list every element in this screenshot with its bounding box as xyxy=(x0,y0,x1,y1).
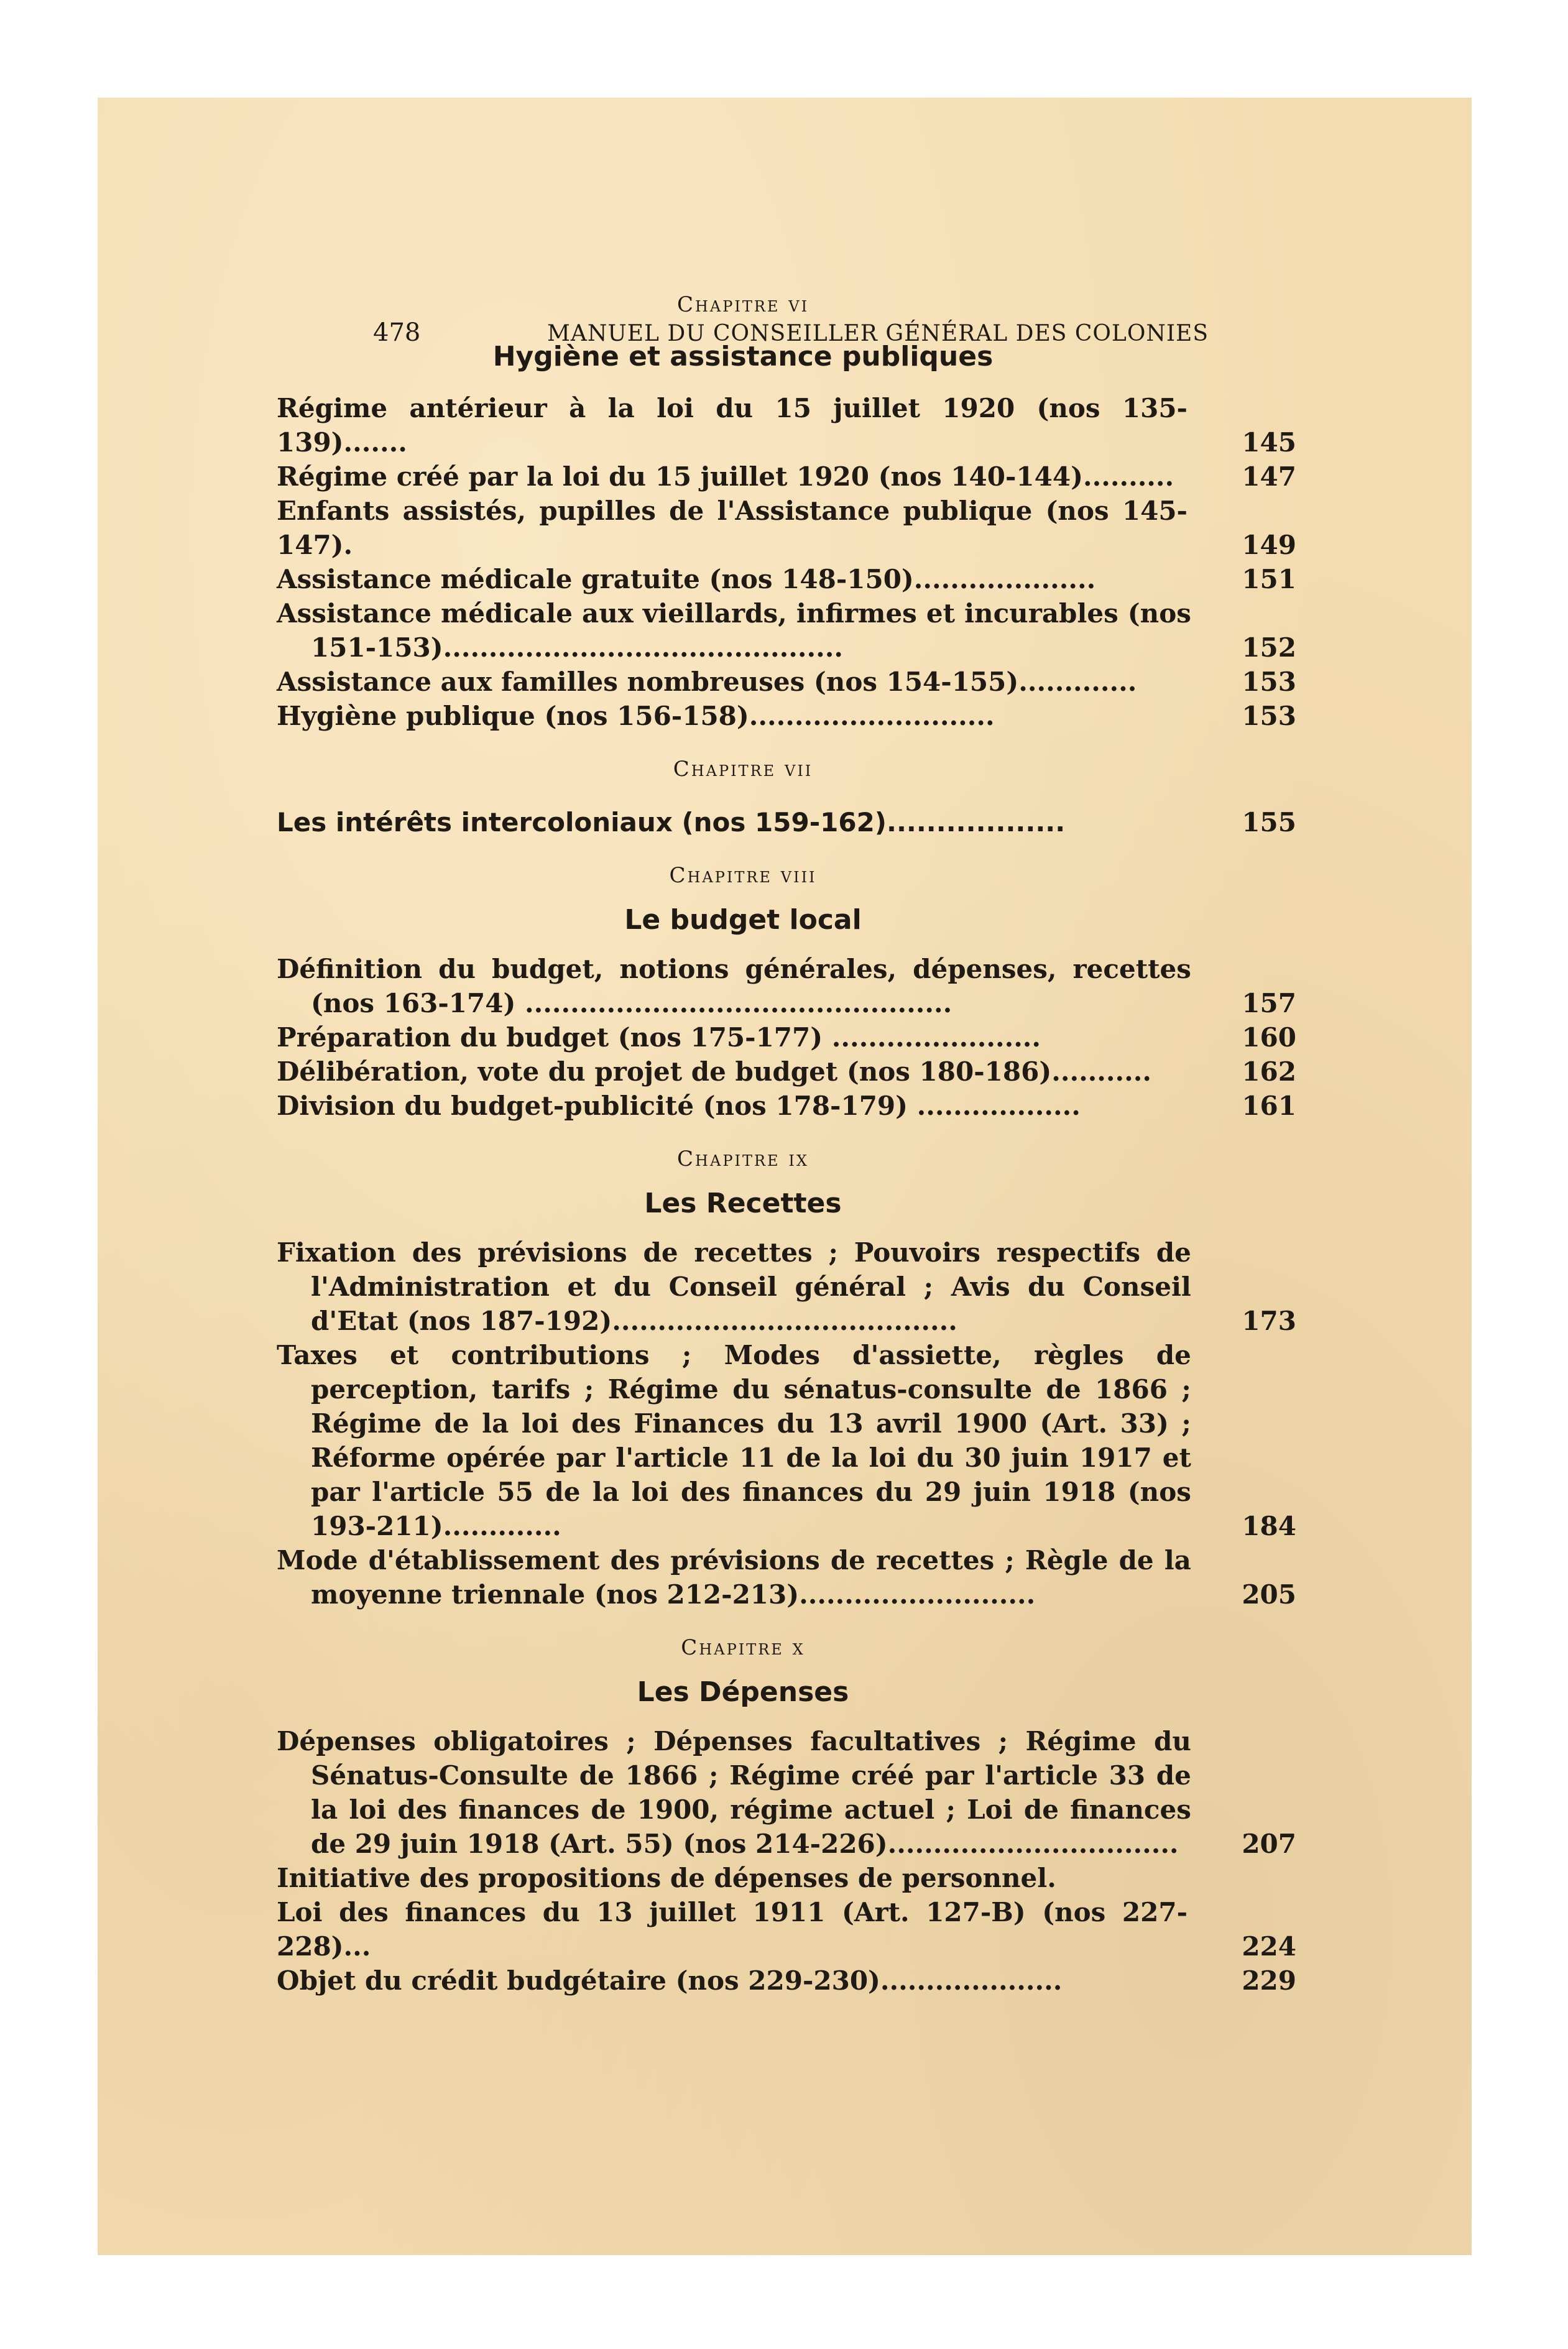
toc-entry xyxy=(277,1055,1296,1089)
entry-page: 229 xyxy=(1242,1965,1296,1996)
toc-entry xyxy=(277,562,1296,596)
entry-text: Objet du crédit budgétaire (nos 229-230).................... xyxy=(277,1965,1063,1996)
entry-text: Taxes et contributions ; Modes d'assiette, règles de perception, tarifs ; Régime du sénatus-consulte de 1866 ; Régime de la loi des Finances du 13 avril 1900 (Art. 33) ; Réforme opérée par l'article 11 de la loi du 30 juin 1917 et par l'article 55 de la loi des finances du 29 juin 1918 (nos 193-211)............. xyxy=(277,1340,1191,1541)
entry-text: Régime créé par la loi du 15 juillet 1920 (nos 140-144).......... xyxy=(277,461,1174,492)
toc-entry xyxy=(277,1543,1296,1612)
entry-page: 162 xyxy=(1242,1056,1296,1087)
toc-entry xyxy=(277,952,1296,1020)
entry-page: 152 xyxy=(1242,632,1296,663)
running-title: MANUEL DU CONSEILLER GÉNÉRAL DES COLONIES xyxy=(547,321,1209,346)
entry-page: 155 xyxy=(1242,807,1296,838)
toc-entry xyxy=(277,1724,1296,1861)
entry-text: Assistance médicale gratuite (nos 148-150).................... xyxy=(277,564,1096,594)
chapter-title: Le budget local xyxy=(624,904,862,936)
toc-entry xyxy=(277,596,1296,665)
entry-text: Délibération, vote du projet de budget (nos 180-186)........... xyxy=(277,1056,1152,1087)
entry-page: 145 xyxy=(1242,427,1296,458)
entry-page: 151 xyxy=(1242,564,1296,594)
toc-entry xyxy=(277,459,1296,494)
toc-entry xyxy=(277,494,1296,562)
toc-entry xyxy=(277,1861,1296,1895)
toc-entry xyxy=(277,1338,1296,1543)
chapter-label: Chapitre vii xyxy=(673,757,813,782)
entry-text: Division du budget-publicité (nos 178-179) .................. xyxy=(277,1091,1081,1121)
toc-entry xyxy=(277,391,1296,459)
chapter-title: Les Dépenses xyxy=(637,1676,849,1708)
entry-text: Fixation des prévisions de recettes ; Pouvoirs respectifs de l'Administration et du Conseil général ; Avis du Conseil d'Etat (nos 187-192)...................................... xyxy=(277,1237,1191,1336)
chapter-label: Chapitre x xyxy=(681,1635,805,1660)
entry-page: 161 xyxy=(1242,1091,1296,1121)
table-of-contents xyxy=(277,292,1296,1998)
toc-entry xyxy=(277,1964,1296,1998)
entry-page: 153 xyxy=(1242,667,1296,697)
entry-page: 224 xyxy=(1242,1931,1296,1962)
entry-page: 147 xyxy=(1242,461,1296,492)
toc-entry xyxy=(277,665,1296,699)
entry-text: Définition du budget, notions générales, dépenses, recettes (nos 163-174) ............................................... xyxy=(277,954,1191,1018)
chapter-title: Les Recettes xyxy=(644,1188,842,1219)
entry-page: 205 xyxy=(1242,1579,1296,1610)
entry-page: 149 xyxy=(1242,530,1296,560)
chapter-title: Hygiène et assistance publiques xyxy=(492,341,994,372)
entry-page: 207 xyxy=(1242,1829,1296,1859)
chapter-label: Chapitre vi xyxy=(676,292,809,317)
entry-page: 157 xyxy=(1242,988,1296,1018)
toc-entry xyxy=(277,1020,1296,1055)
toc-entry xyxy=(277,1089,1296,1123)
entry-text: Loi des finances du 13 juillet 1911 (Art. 127-B) (nos 227-228)... xyxy=(277,1897,1188,1962)
entry-page: 160 xyxy=(1242,1022,1296,1053)
entry-text: Assistance aux familles nombreuses (nos 154-155)............. xyxy=(277,667,1137,697)
entry-text: Préparation du budget (nos 175-177) ....................... xyxy=(277,1022,1041,1053)
entry-text: Mode d'établissement des prévisions de recettes ; Règle de la moyenne triennale (nos 212-213).......................... xyxy=(277,1545,1191,1610)
chapter-label: Chapitre viii xyxy=(669,863,817,888)
entry-text: Dépenses obligatoires ; Dépenses facultatives ; Régime du Sénatus-Consulte de 1866 ; Régime créé par l'article 33 de la loi des finances de 1900, régime actuel ; Loi de finances de 29 juin 1918 (Art. 55) (nos 214-226)................................ xyxy=(277,1726,1191,1859)
entry-text: Régime antérieur à la loi du 15 juillet 1920 (nos 135-139)....... xyxy=(277,393,1188,458)
entry-page: 173 xyxy=(1242,1306,1296,1336)
toc-entry xyxy=(277,1235,1296,1338)
toc-entry xyxy=(277,805,1296,839)
entry-text: Enfants assistés, pupilles de l'Assistance publique (nos 145-147). xyxy=(277,496,1188,560)
chapter-label: Chapitre ix xyxy=(677,1147,809,1171)
entry-text: Les intérêts intercoloniaux (nos 159-162).................. xyxy=(277,807,1066,838)
page-number: 478 xyxy=(373,318,421,347)
entry-text: Hygiène publique (nos 156-158)........................... xyxy=(277,701,995,731)
toc-entry xyxy=(277,699,1296,733)
entry-page: 184 xyxy=(1242,1511,1296,1541)
toc-entry xyxy=(277,1895,1296,1964)
entry-text: Initiative des propositions de dépenses de personnel. xyxy=(277,1863,1056,1893)
entry-text: Assistance médicale aux vieillards, infirmes et incurables (nos 151-153)............................................ xyxy=(277,598,1191,663)
entry-page: 153 xyxy=(1242,701,1296,731)
